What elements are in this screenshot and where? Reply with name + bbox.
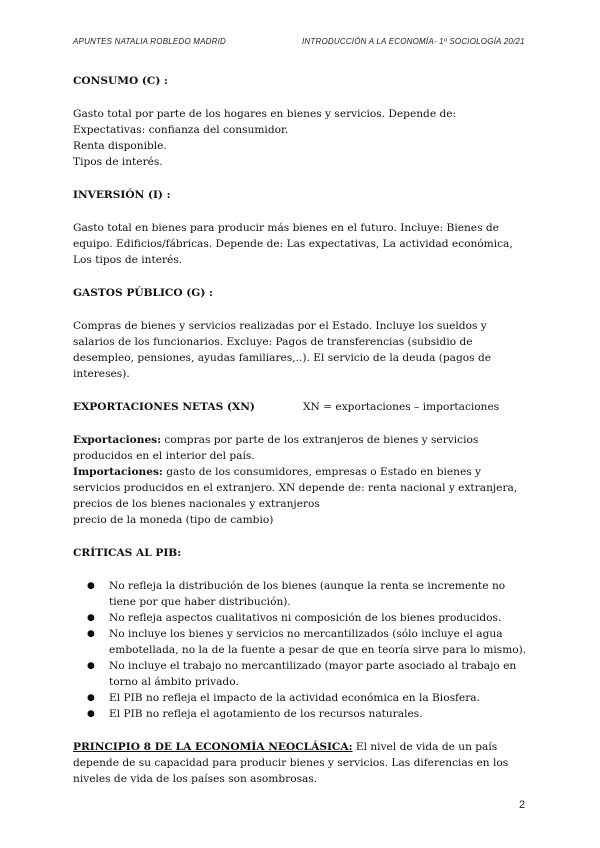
list-item [73,658,528,690]
bullet-icon: ● [87,661,95,671]
consumo-line: Tipos de interés. [73,156,163,168]
exportaciones-netas-row [73,399,528,415]
criticas-list [73,578,528,722]
page-number: 2 [519,799,526,811]
list-item-text: No incluye los bienes y servicios no mercantilizados (sólo incluye el agua embotellada, no la de la fuente a pesar de que en teoría sirve para lo mismo). [109,628,527,656]
gastos-publico-heading: GASTOS PÚBLICO (G) : [73,287,213,299]
bullet-icon: ● [87,613,95,623]
exportaciones-label: Exportaciones: [73,434,162,446]
xn-formula: XN = exportaciones – importaciones [303,401,500,413]
list-item-text: No refleja aspectos cualitativos ni composición de los bienes producidos. [109,612,502,624]
consumo-line: Gasto total por parte de los hogares en bienes y servicios. Depende de: [73,108,457,120]
principio-title: PRINCIPIO 8 DE LA ECONOMÍA NEOCLÁSICA: [73,741,353,753]
list-item [73,610,528,626]
importaciones-text: gasto de los consumidores, empresas o Estado en bienes y servicios producidos en el extranjero. XN depende de: renta nacional y extranjera, [73,466,518,494]
gastos-publico-text: Compras de bienes y servicios realizadas por el Estado. Incluye los sueldos y salarios de los funcionarios. Excluye: Pagos de transferencias (subsidio de desempleo, pensiones, ayudas familiares,..). El servicio de la deuda (pagos de intereses). [73,320,491,380]
document-body [73,73,528,787]
list-item [73,706,528,722]
bullet-icon: ● [87,581,95,591]
xn-extra-line: precio de la moneda (tipo de cambio) [73,514,274,526]
bullet-icon: ● [87,709,95,719]
header-course: INTRODUCCIÓN A LA ECONOMÍA- 1º SOCIOLOGÍA 20/21 [302,37,525,46]
inversion-heading: INVERSIÓN (I) : [73,189,171,201]
bullet-icon: ● [87,629,95,639]
consumo-heading: CONSUMO (C) : [73,75,168,87]
exportaciones-netas-heading: EXPORTACIONES NETAS (XN) [73,401,255,413]
list-item [73,578,528,610]
list-item-text: El PIB no refleja el impacto de la actividad económica en la Biosfera. [109,692,480,704]
criticas-heading: CRÍTICAS AL PIB: [73,547,182,559]
xn-extra-line: precios de los bienes nacionales y extranjeros [73,498,320,510]
header-author: APUNTES NATALIA ROBLEDO MADRID [73,37,226,46]
list-item-text: El PIB no refleja el agotamiento de los recursos naturales. [109,708,423,720]
exportaciones-paragraph [73,432,528,464]
bullet-icon: ● [87,693,95,703]
list-item [73,690,528,706]
list-item-text: No incluye el trabajo no mercantilizado (mayor parte asociado al trabajo en torno al ámbito privado. [109,660,517,688]
importaciones-label: Importaciones: [73,466,163,478]
consumo-line: Expectativas: confianza del consumidor. [73,124,289,136]
exportaciones-text: compras por parte de los extranjeros de bienes y servicios producidos en el interior del país. [73,434,479,462]
list-item-text: No refleja la distribución de los bienes (aunque la renta se incremente no tiene por que haber distribución). [109,580,506,608]
principio-paragraph [73,739,528,787]
principio-text: El nivel de vida de un país depende de su capacidad para producir bienes y servicios. Las diferencias en los niveles de vida de los países son asombrosas. [73,741,509,785]
consumo-line: Renta disponible. [73,140,167,152]
list-item [73,626,528,658]
importaciones-paragraph [73,464,528,496]
inversion-text: Gasto total en bienes para producir más bienes en el futuro. Incluye: Bienes de equipo. Edificios/fábricas. Depende de: Las expectativas, La actividad económica, Los tipos de interés. [73,222,513,266]
